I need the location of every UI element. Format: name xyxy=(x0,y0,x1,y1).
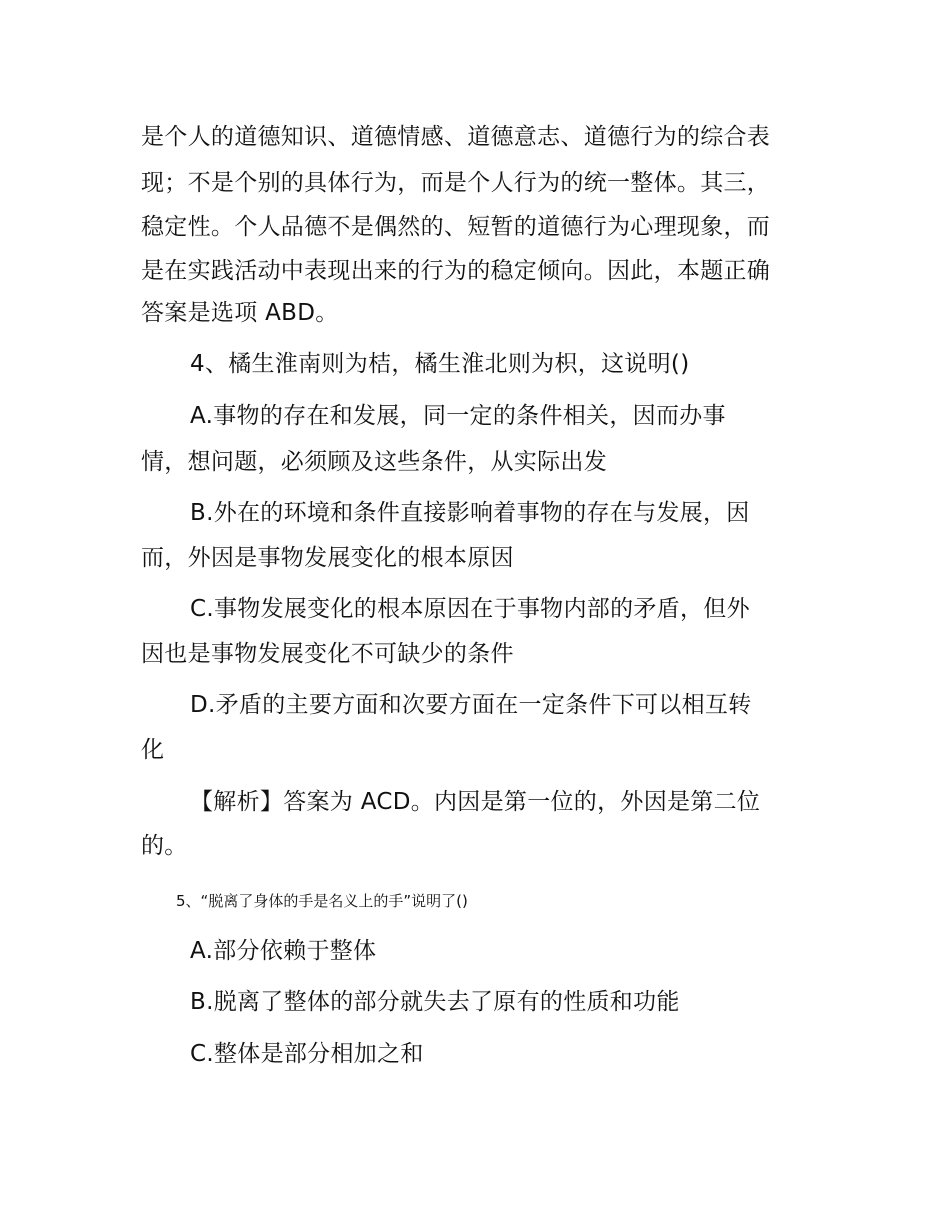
option-d-continued: 化 xyxy=(141,737,165,763)
analysis-line-continued: 的。 xyxy=(141,833,188,859)
q5-option-b: B.脱离了整体的部分就失去了原有的性质和功能 xyxy=(190,989,680,1015)
question-5: 5、“脱离了身体的手是名义上的手”说明了() xyxy=(176,892,468,910)
paragraph-line: 答案是选项 ABD。 xyxy=(141,300,339,326)
analysis-line: 【解析】答案为 ACD。内因是第一位的，外因是第二位 xyxy=(190,789,761,815)
option-c-continued: 因也是事物发展变化不可缺少的条件 xyxy=(141,641,514,667)
option-c: C.事物发展变化的根本原因在于事物内部的矛盾，但外 xyxy=(190,596,750,622)
paragraph-line: 稳定性。个人品德不是偶然的、短暂的道德行为心理现象，而 xyxy=(141,214,771,240)
option-a-continued: 情，想问题，必须顾及这些条件，从实际出发 xyxy=(141,449,607,475)
paragraph-line: 现；不是个别的具体行为，而是个人行为的统一整体。其三， xyxy=(141,170,771,196)
paragraph-line: 是个人的道德知识、道德情感、道德意志、道德行为的综合表 xyxy=(141,124,771,150)
option-b-continued: 而，外因是事物发展变化的根本原因 xyxy=(141,545,514,571)
option-d: D.矛盾的主要方面和次要方面在一定条件下可以相互转 xyxy=(190,692,752,718)
paragraph-line: 是在实践活动中表现出来的行为的稳定倾向。因此，本题正确 xyxy=(141,258,771,284)
question-4: 4、橘生淮南则为桔，橘生淮北则为枳，这说明() xyxy=(190,351,690,377)
option-a: A.事物的存在和发展，同一定的条件相关，因而办事 xyxy=(190,403,726,429)
q5-option-c: C.整体是部分相加之和 xyxy=(190,1041,424,1067)
option-b: B.外在的环境和条件直接影响着事物的存在与发展，因 xyxy=(190,500,750,526)
q5-option-a: A.部分依赖于整体 xyxy=(190,938,377,964)
